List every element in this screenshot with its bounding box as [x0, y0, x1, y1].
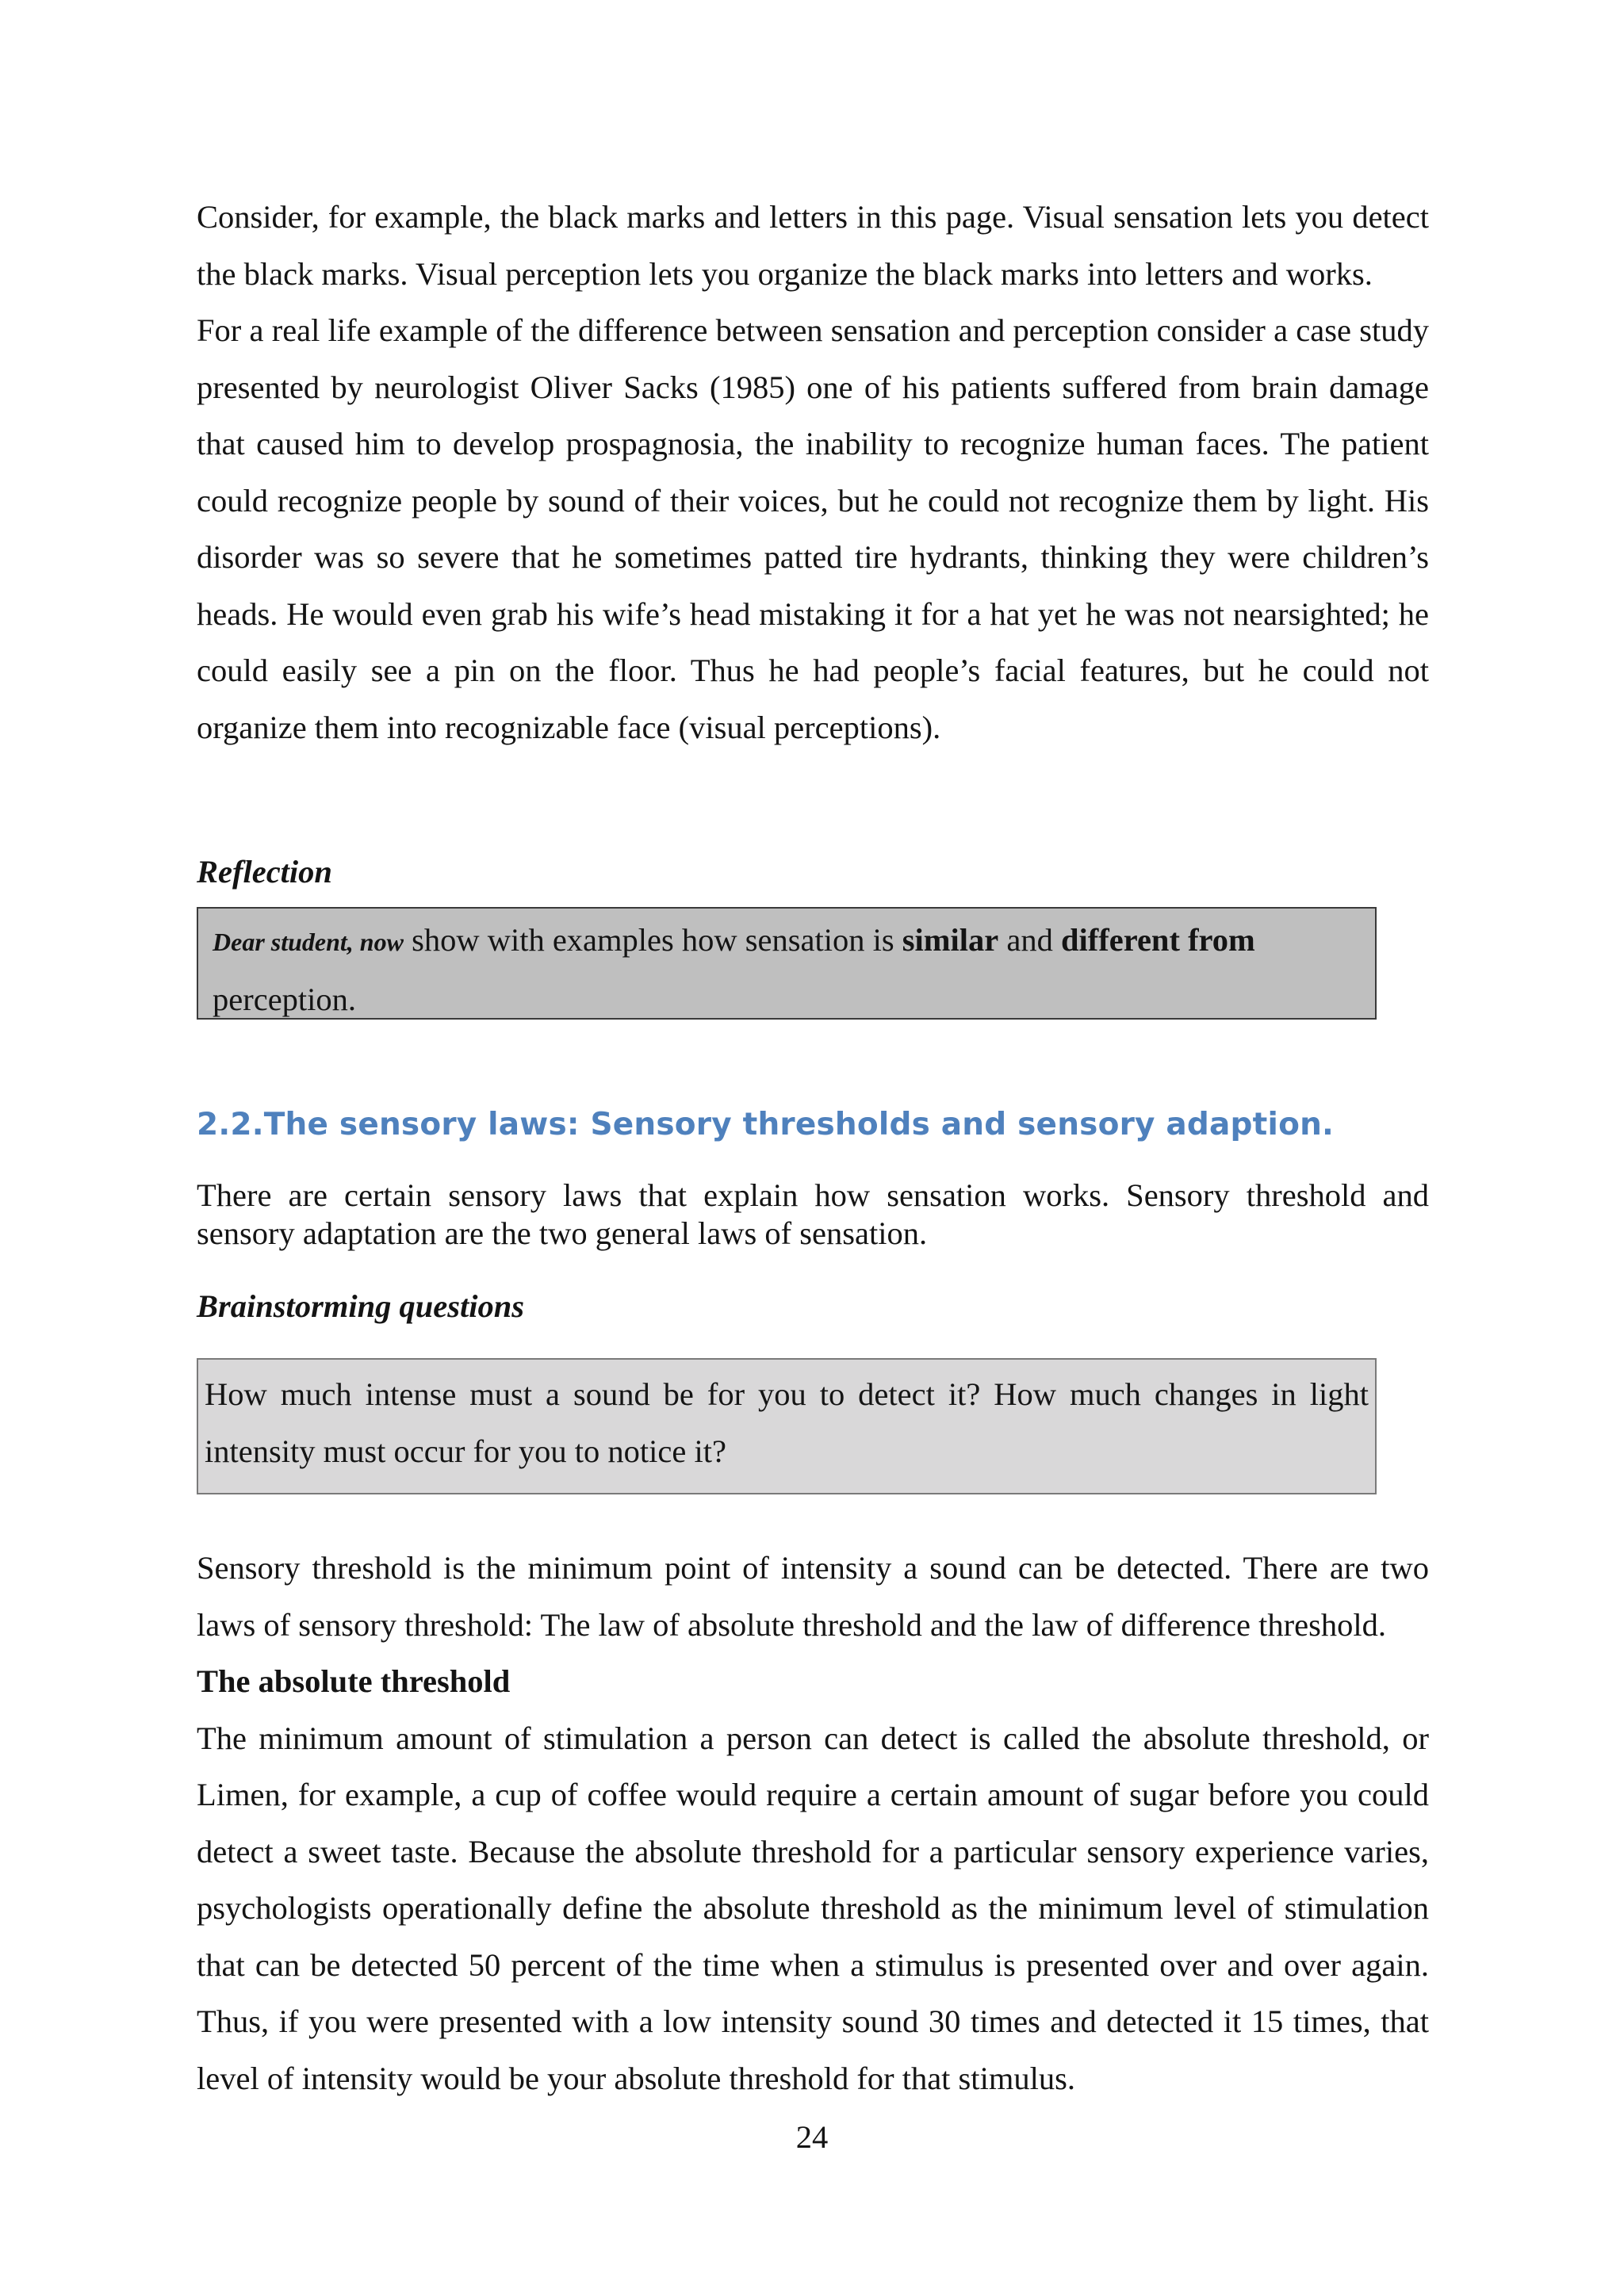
brainstorming-box: How much intense must a sound be for you to detect it? How much changes in light intensity must occur for you to notice it?	[197, 1358, 1377, 1494]
absolute-threshold-heading: The absolute threshold	[197, 1663, 511, 1699]
absolute-threshold-body: The minimum amount of stimulation a person can detect is called the absolute threshold, or Limen, for example, a cup of coffee would require a certain amount of sugar before you could detect a sweet taste. Because the absolute threshold for a particular sensory experience varies, psychologists operationally define the absolute threshold as the minimum level of stimulation that can be detected 50 percent of the time when a stimulus is presented over and over again. Thus, if you were presented with a low intensity sound 30 times and detected it 15 times, that level of intensity would be your absolute threshold for that stimulus.	[197, 1720, 1429, 2096]
paragraph-case-study: For a real life example of the difference between sensation and perception consider a case study presented by neurologist Oliver Sacks (1985) one of his patients suffered from brain damage that caused him to develop prospagnosia, the inability to recognize human faces. The patient could recognize people by sound of their voices, but he could not recognize them by light. His disorder was so severe that he sometimes patted tire hydrants, thinking they were children’s heads. He would even grab his wife’s head mistaking it for a hat yet he was not nearsighted; he could easily see a pin on the floor. Thus he had people’s facial features, but he could not organize them into recognizable face (visual perceptions).	[197, 312, 1429, 745]
brainstorming-title: Brainstorming questions	[197, 1288, 525, 1324]
reflection-text-3: perception.	[213, 981, 357, 1017]
reflection-lead: Dear student, now	[213, 928, 404, 956]
section-heading: 2.2.The sensory laws: Sensory thresholds and sensory adaption.	[197, 1107, 1335, 1142]
page-content	[197, 189, 1429, 2096]
reflection-title: Reflection	[197, 854, 332, 890]
reflection-bold-similar: similar	[902, 922, 999, 958]
page-number: 24	[795, 2119, 829, 2155]
reflection-box	[197, 907, 1377, 1020]
reflection-text-1: show with examples how sensation is	[403, 922, 902, 958]
threshold-section	[197, 1540, 1429, 2107]
reflection-bold-different: different from	[1060, 922, 1255, 958]
paragraph-visual-example: Consider, for example, the black marks and letters in this page. Visual sensation lets you detect the black marks. Visual perception lets you organize the black marks into letters and works.	[197, 199, 1429, 292]
threshold-paragraph: Sensory threshold is the minimum point of intensity a sound can be detected. There are two laws of sensory threshold: The law of absolute threshold and the law of difference threshold.	[197, 1550, 1429, 1643]
section-intro: There are certain sensory laws that explain how sensation works. Sensory threshold and sensory adaptation are the two general laws of sensation.	[197, 1177, 1429, 1251]
reflection-text-2: and	[998, 922, 1061, 958]
